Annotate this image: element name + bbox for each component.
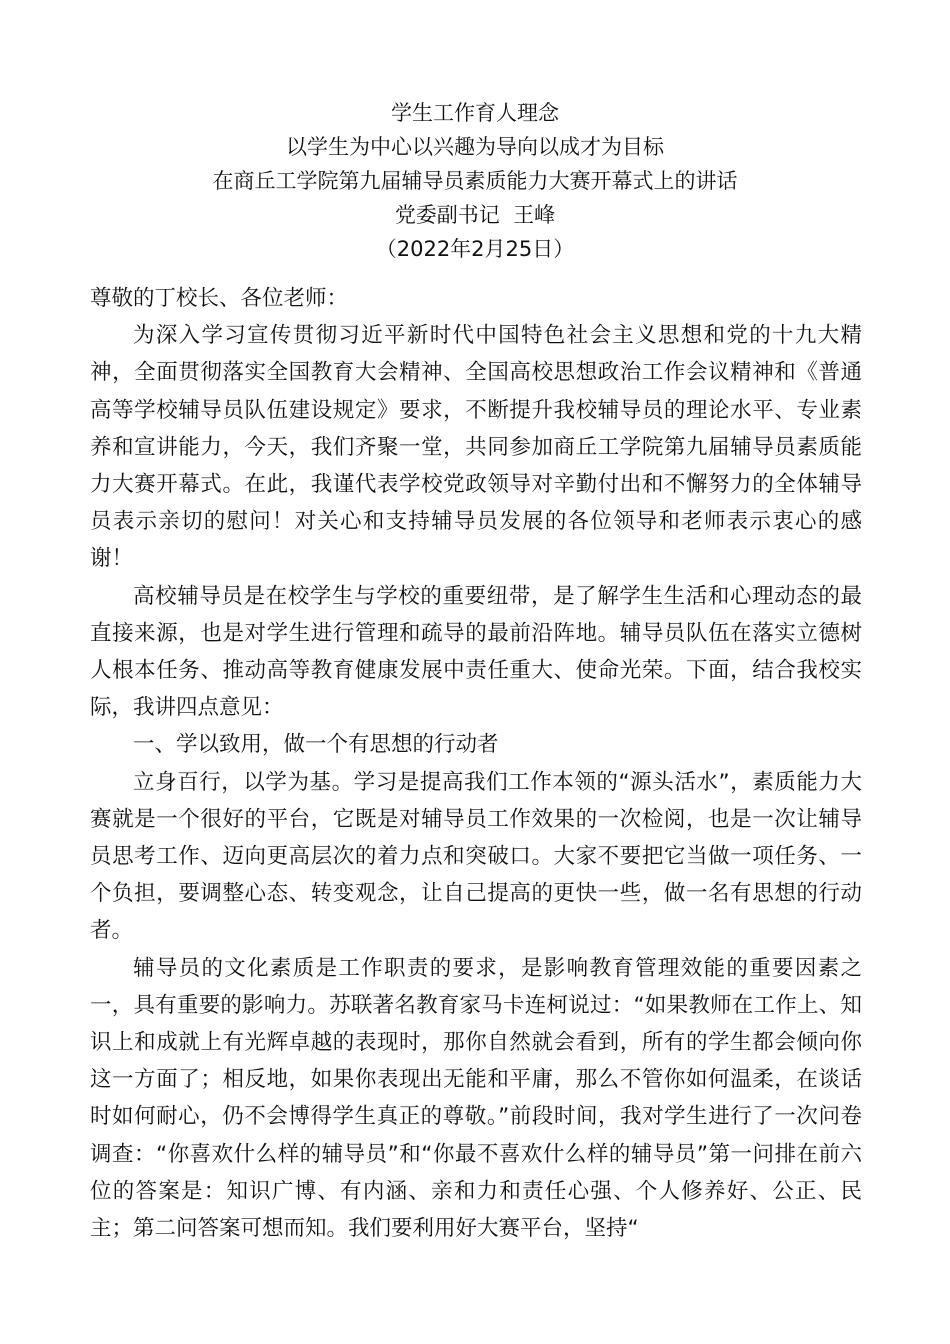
paragraph-counselor-role: 高校辅导员是在校学生与学校的重要纽带，是了解学生生活和心理动态的最直接来源，也是对学生进行管理和疏导的最前沿阵地。辅导员队伍在落实立德树人根本任务、推动高等教育健康发展中责任重大、使命光荣。下面，结合我校实际，我讲四点意见： <box>90 583 862 721</box>
speech-occasion: 在商丘工学院第九届辅导员素质能力大赛开幕式上的讲话 <box>212 169 738 193</box>
section-heading-1: 一、学以致用，做一个有思想的行动者 <box>133 732 499 758</box>
document-header <box>0 96 950 266</box>
speech-body <box>90 280 862 1247</box>
document-title: 学生工作育人理念 <box>391 101 559 125</box>
document-subtitle: 以学生为中心以兴趣为导向以成才为目标 <box>286 135 664 159</box>
paragraph-learning: 立身百行，以学为基。学习是提高我们工作本领的“源头活水”，素质能力大赛就是一个很好的平台，它既是对辅导员工作效果的一次检阅，也是一次让辅导员思考工作、迈向更高层次的着力点和突破口。大家不要把它当做一项任务、一个负担，要调整心态、转变观念，让自己提高的更快一些，做一名有思想的行动者。 <box>90 769 862 944</box>
paragraph-opening: 为深入学习宣传贯彻习近平新时代中国特色社会主义思想和党的十九大精神，全面贯彻落实全国教育大会精神、全国高校思想政治工作会议精神和《普通高等学校辅导员队伍建设规定》要求，不断提升我校辅导员的理论水平、专业素养和宣讲能力，今天，我们齐聚一堂，共同参加商丘工学院第九届辅导员素质能力大赛开幕式。在此，我谨代表学校党政领导对辛勤付出和不懈努力的全体辅导员表示亲切的慰问！对关心和支持辅导员发展的各位领导和老师表示衷心的感谢！ <box>90 323 862 572</box>
paragraph-cultural-quality: 辅导员的文化素质是工作职责的要求，是影响教育管理效能的重要因素之一，具有重要的影响力。苏联著名教育家马卡连柯说过：“如果教师在工作上、知识上和成就上有光辉卓越的表现时，那你自然就会看到，所有的学生都会倾向你这一方面了；相反地，如果你表现出无能和平庸，那么不管你如何温柔，在谈话时如何耐心，仍不会博得学生真正的尊敬。”前段时间，我对学生进行了一次问卷调查：“你喜欢什么样的辅导员”和“你最不喜欢什么样的辅导员”第一问排在前六位的答案是：知识广博、有内涵、亲和力和责任心强、个人修养好、公正、民主；第二问答案可想而知。我们要利用好大赛平台，坚持“ <box>90 955 862 1242</box>
speaker-line: 党委副书记 王峰 <box>394 203 556 227</box>
salutation: 尊敬的丁校长、各位老师： <box>90 286 349 311</box>
speech-date: （2022年2月25日） <box>375 237 575 261</box>
